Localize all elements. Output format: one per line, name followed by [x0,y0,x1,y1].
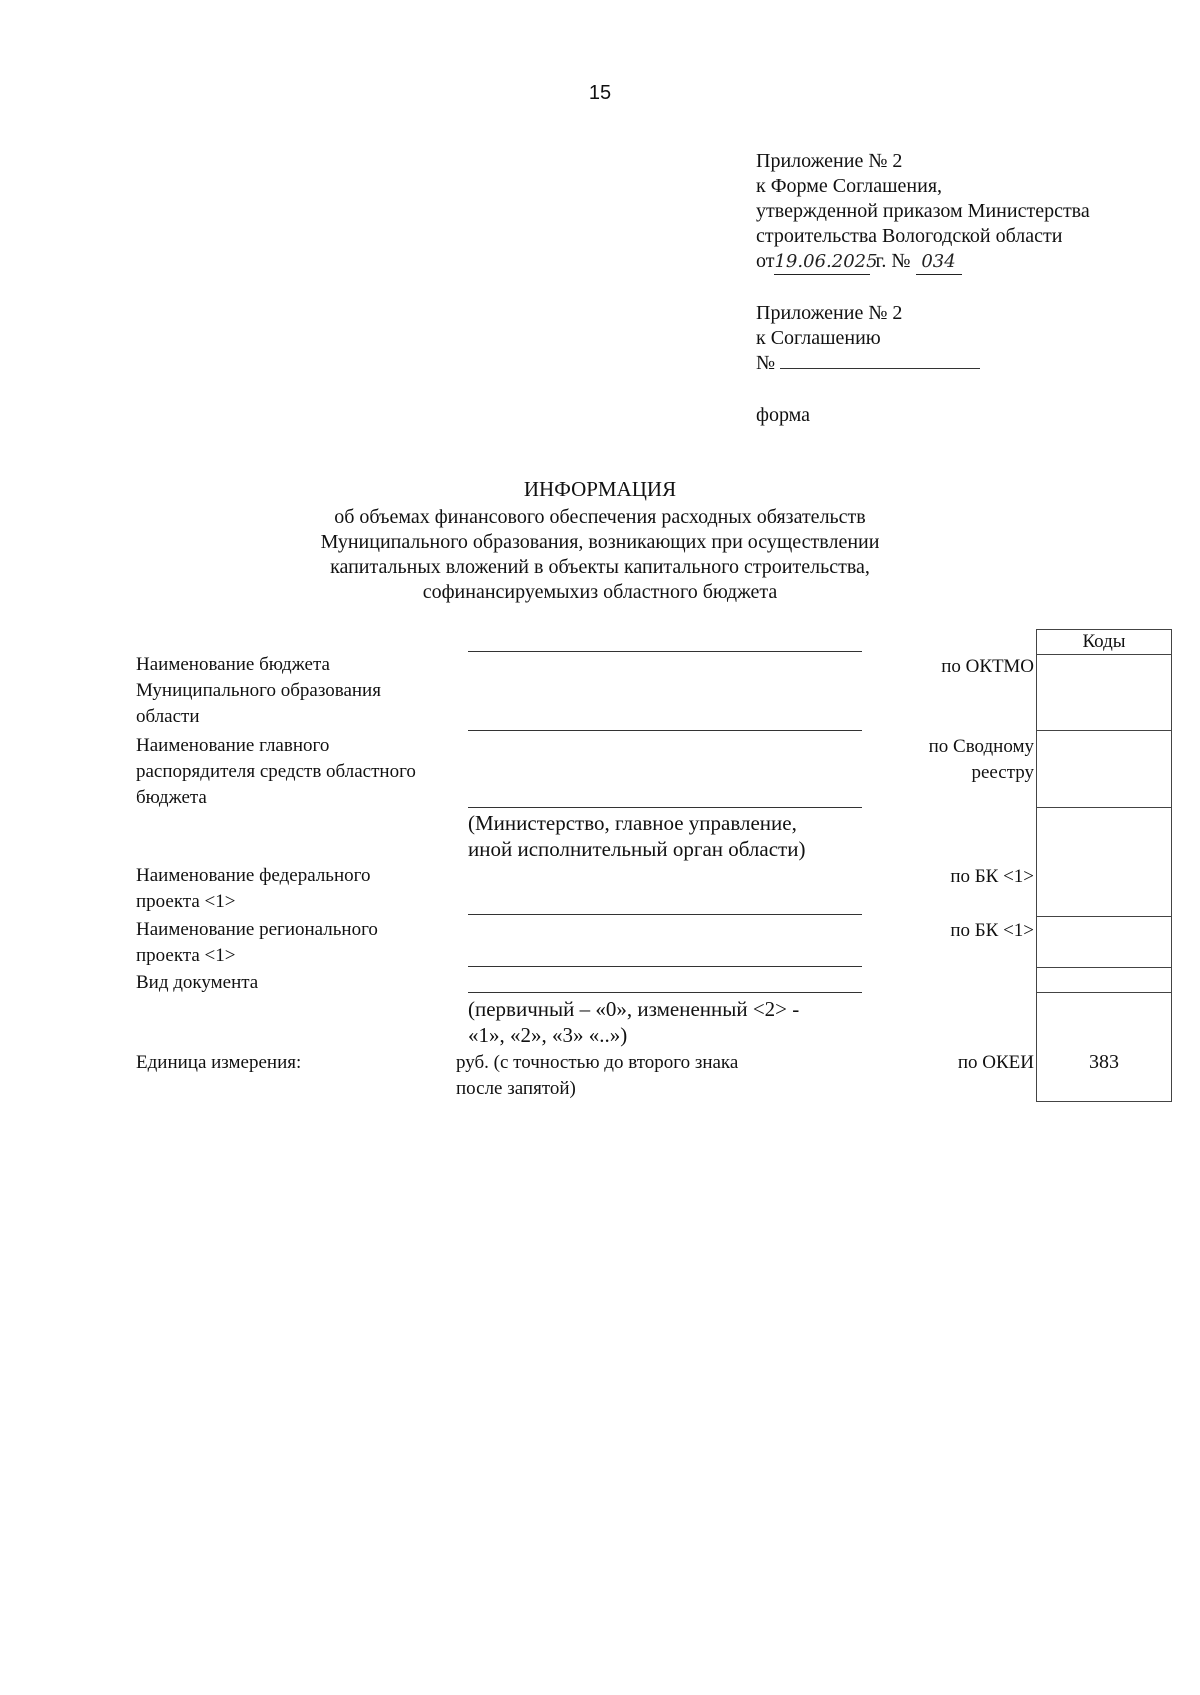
agreement-number-blank [780,368,980,369]
regional-project-label [136,917,378,969]
code-cell-bk-regional [1036,917,1172,968]
unit-value-line1: руб. (с точностью до второго знака [456,1052,739,1073]
okei-code-value: 383 [1089,1051,1119,1073]
registry-label-line1: по Сводному [928,736,1034,757]
federal-project-label [136,863,370,915]
regional-project-line2: проекта <1> [136,945,236,966]
okei-label: по ОКЕИ [957,1052,1034,1073]
title-line-4: софинансируемыхиз областного бюджета [422,581,778,603]
bk-regional-label: по БК <1> [950,920,1034,941]
page-number: 15 [588,82,612,104]
appendix-form-line1: Приложение № 2 [756,150,903,172]
appendix-form-date-line [756,249,1090,275]
form-label: форма [756,404,811,426]
manager-note-line1: (Министерство, главное управление, [468,811,797,835]
registry-label-line2: реестру [971,762,1034,783]
appendix-agreement-line2: к Соглашению [756,327,881,349]
codes-header: Коды [1036,629,1172,655]
number-prefix: г. № [875,250,911,272]
budget-name-label [136,652,381,730]
unit-value-line2: после запятой) [456,1078,576,1099]
bk-federal-label: по БК <1> [950,866,1034,887]
budget-name-blank-top [468,651,862,652]
appendix-form-line4: строительства Вологодской области [756,225,1063,247]
agreement-number-prefix: № [756,352,776,374]
budget-name-blank [468,730,862,731]
unit-value [456,1050,738,1102]
code-cell-registry [1036,731,1172,808]
code-cell-okei [1036,993,1172,1102]
appendix-agreement-line3 [756,351,980,376]
appendix-form-line3: утвержденной приказом Министерства [756,200,1090,222]
budget-name-line2: Муниципального образования [136,680,381,701]
handwritten-number: 034 [916,249,962,275]
regional-project-line1: Наименование регионального [136,919,378,940]
budget-name-line3: области [136,706,200,727]
main-manager-line2: распорядителя средств областного [136,761,416,782]
unit-label: Единица измерения: [136,1052,302,1073]
regional-project-blank [468,966,862,967]
title-line-2: Муниципального образования, возникающих при осуществлении [320,531,880,553]
doc-type-note-line2: «1», «2», «3» «..») [468,1023,628,1047]
registry-label [929,734,1034,786]
budget-name-line1: Наименование бюджета [136,654,330,675]
main-manager-line3: бюджета [136,787,207,808]
document-heading: ИНФОРМАЦИЯ [523,477,677,501]
code-cell-oktmo [1036,655,1172,731]
appendix-agreement-block [756,301,980,376]
handwritten-date: 19.06.2025 [774,249,870,275]
main-manager-line1: Наименование главного [136,735,330,756]
manager-note-line2: иной исполнительный орган области) [468,837,806,861]
appendix-agreement-line1: Приложение № 2 [756,302,903,324]
federal-project-blank [468,914,862,915]
federal-project-line1: Наименование федерального [136,865,371,886]
doc-type-note [468,996,799,1048]
document-title-block [0,477,1200,605]
doc-type-blank [468,992,862,993]
federal-project-line2: проекта <1> [136,891,236,912]
title-line-1: об объемах финансового обеспечения расходных обязательств [334,506,866,528]
appendix-form-line2: к Форме Соглашения, [756,175,943,197]
code-cell-bk-federal [1036,808,1172,917]
main-manager-blank [468,807,862,808]
oktmo-label: по ОКТМО [941,656,1034,677]
date-prefix: от [756,250,775,272]
doc-type-note-line1: (первичный – «0», измененный <2> - [468,997,800,1021]
title-line-3: капитальных вложений в объекты капитального строительства, [330,556,870,578]
main-manager-label [136,733,416,811]
doc-type-label: Вид документа [136,972,259,993]
appendix-form-block [756,149,1090,275]
code-cell-doc-type [1036,968,1172,993]
manager-note [468,810,805,862]
